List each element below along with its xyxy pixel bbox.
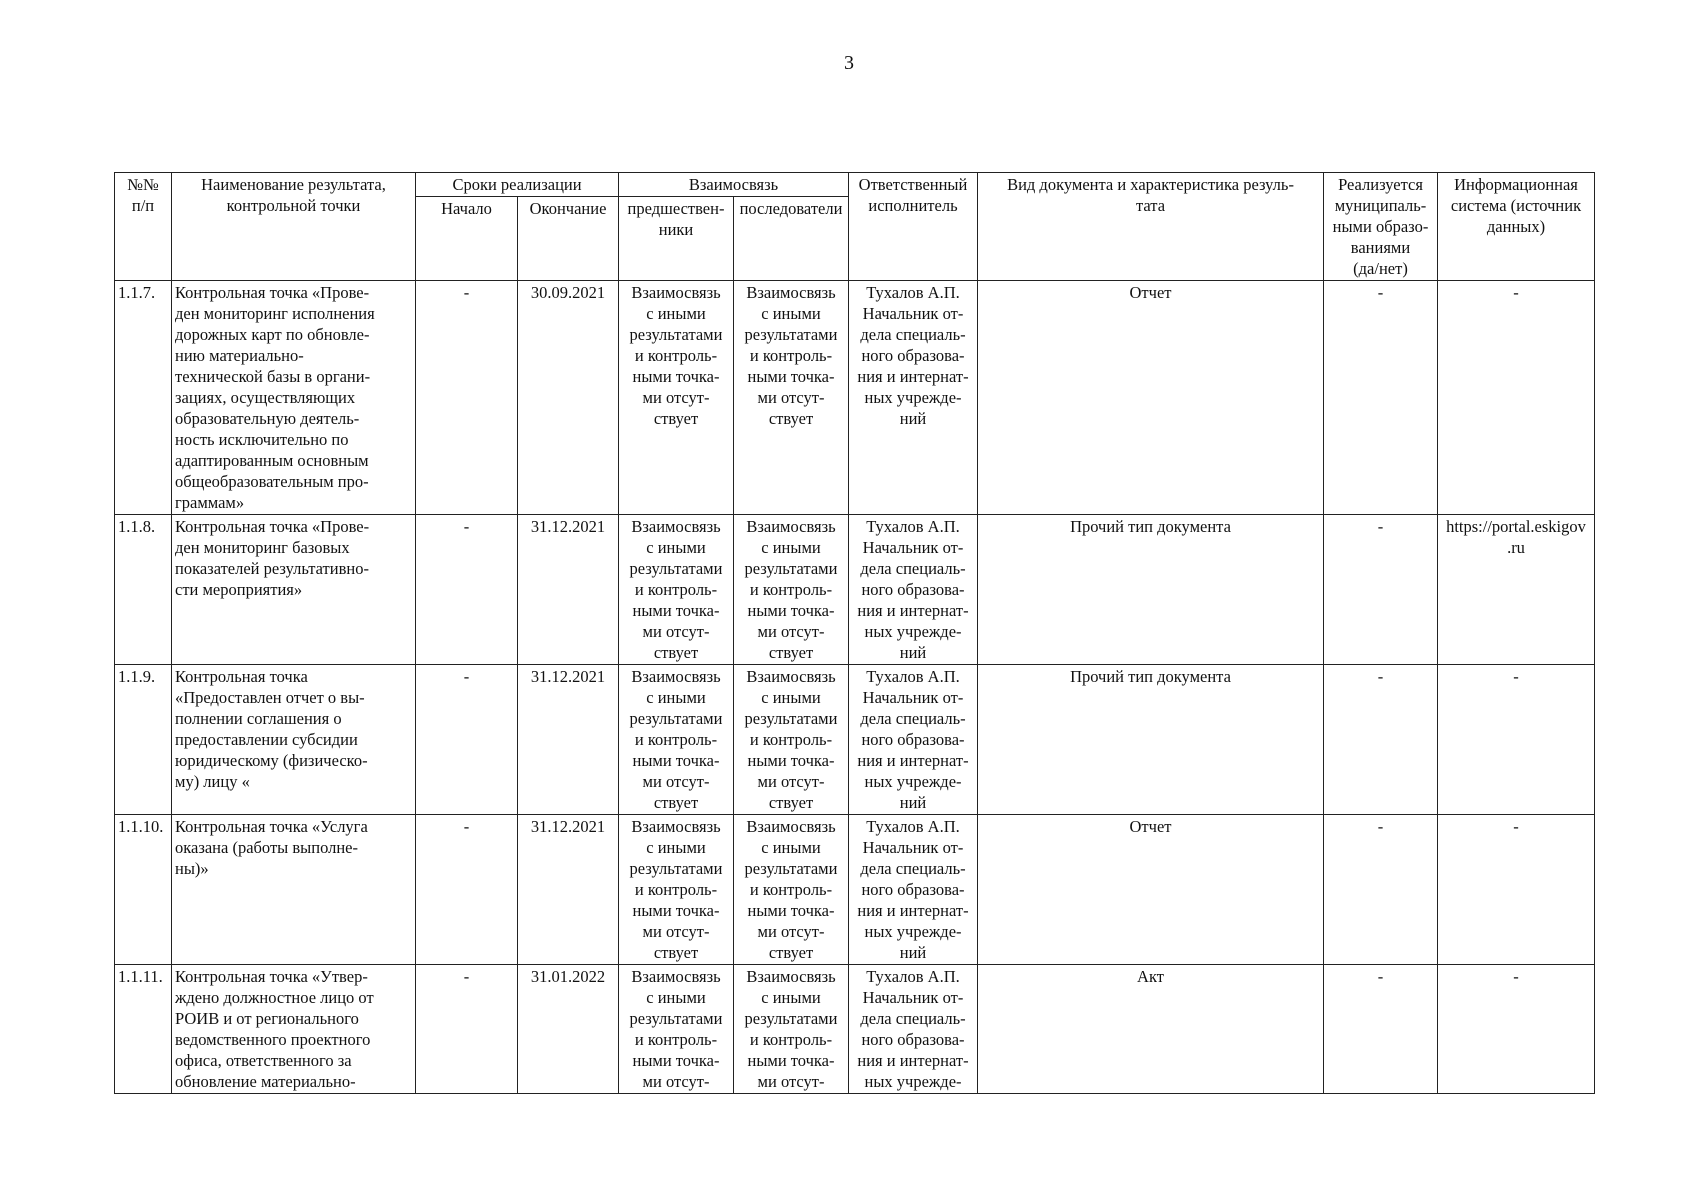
- header-responsible: Ответственный исполнитель: [849, 173, 978, 281]
- row-num: 1.1.8.: [115, 515, 172, 665]
- header-doc-type: Вид документа и характеристика резуль- тата: [978, 173, 1324, 281]
- table-row: [115, 665, 1595, 815]
- row-municipal: -: [1324, 515, 1438, 665]
- header-successors: последователи: [734, 197, 849, 281]
- row-num: 1.1.9.: [115, 665, 172, 815]
- row-municipal: -: [1324, 815, 1438, 965]
- row-doc-type: Отчет: [978, 815, 1324, 965]
- row-info-system: -: [1438, 665, 1595, 815]
- table-row: [115, 965, 1595, 1094]
- row-start: -: [416, 281, 518, 515]
- row-end: 31.12.2021: [518, 665, 619, 815]
- header-info-system: Информационная система (источник данных): [1438, 173, 1595, 281]
- row-successors: Взаимосвязь с иными результатами и контроль- ными точка- ми отсут- ствует: [734, 815, 849, 965]
- table-row: [115, 515, 1595, 665]
- row-doc-type: Отчет: [978, 281, 1324, 515]
- row-successors: Взаимосвязь с иными результатами и контроль- ными точка- ми отсут- ствует: [734, 281, 849, 515]
- header-relation: Взаимосвязь: [619, 173, 849, 197]
- row-doc-type: Акт: [978, 965, 1324, 1094]
- row-responsible: Тухалов А.П. Начальник от- дела специаль- ного образова- ния и интернат- ных учрежде- ний: [849, 665, 978, 815]
- row-responsible: Тухалов А.П. Начальник от- дела специаль- ного образова- ния и интернат- ных учрежде- ний: [849, 515, 978, 665]
- row-name: Контрольная точка «Услуга оказана (работы выполне- ны)»: [172, 815, 416, 965]
- row-municipal: -: [1324, 965, 1438, 1094]
- header-municipal: Реализуется муниципаль- ными образо- ваниями (да/нет): [1324, 173, 1438, 281]
- row-successors: Взаимосвязь с иными результатами и контроль- ными точка- ми отсут- ствует: [734, 665, 849, 815]
- row-predecessors: Взаимосвязь с иными результатами и контроль- ными точка- ми отсут- ствует: [619, 281, 734, 515]
- row-responsible: Тухалов А.П. Начальник от- дела специаль- ного образова- ния и интернат- ных учрежде- ний: [849, 281, 978, 515]
- header-terms: Сроки реализации: [416, 173, 619, 197]
- row-start: -: [416, 515, 518, 665]
- row-num: 1.1.7.: [115, 281, 172, 515]
- row-successors: Взаимосвязь с иными результатами и контроль- ными точка- ми отсут-: [734, 965, 849, 1094]
- row-doc-type: Прочий тип документа: [978, 515, 1324, 665]
- row-info-system: -: [1438, 965, 1595, 1094]
- header-num: №№ п/п: [115, 173, 172, 281]
- row-municipal: -: [1324, 665, 1438, 815]
- row-end: 31.12.2021: [518, 815, 619, 965]
- row-municipal: -: [1324, 281, 1438, 515]
- page-number: 3: [844, 52, 854, 74]
- row-start: -: [416, 665, 518, 815]
- row-end: 30.09.2021: [518, 281, 619, 515]
- row-name: Контрольная точка «Утвер- ждено должностное лицо от РОИВ и от регионального ведомственного проектного офиса, ответственного за обновление материально-: [172, 965, 416, 1094]
- row-name: Контрольная точка «Предоставлен отчет о вы- полнении соглашения о предоставлении субсидии юридическому (физическо- му) лицу «: [172, 665, 416, 815]
- row-successors: Взаимосвязь с иными результатами и контроль- ными точка- ми отсут- ствует: [734, 515, 849, 665]
- row-info-system: -: [1438, 281, 1595, 515]
- table-row: [115, 281, 1595, 515]
- table-row: [115, 815, 1595, 965]
- row-num: 1.1.10.: [115, 815, 172, 965]
- header-start: Начало: [416, 197, 518, 281]
- row-info-system: https://portal.eskigov .ru: [1438, 515, 1595, 665]
- row-predecessors: Взаимосвязь с иными результатами и контроль- ными точка- ми отсут- ствует: [619, 665, 734, 815]
- row-name: Контрольная точка «Прове- ден мониторинг исполнения дорожных карт по обновле- нию материально- технической базы в органи- зациях, осуществляющих образовательную деятель- ность исключительно по адаптированным основным общеобразовательным про- граммам»: [172, 281, 416, 515]
- header-name: Наименование результата, контрольной точки: [172, 173, 416, 281]
- header-predecessors: предшествен- ники: [619, 197, 734, 281]
- row-predecessors: Взаимосвязь с иными результатами и контроль- ными точка- ми отсут- ствует: [619, 515, 734, 665]
- row-responsible: Тухалов А.П. Начальник от- дела специаль- ного образова- ния и интернат- ных учрежде- ний: [849, 815, 978, 965]
- row-start: -: [416, 965, 518, 1094]
- header-end: Окончание: [518, 197, 619, 281]
- row-end: 31.01.2022: [518, 965, 619, 1094]
- control-points-table: [114, 172, 1595, 1094]
- header-row-1: [115, 173, 1595, 197]
- row-end: 31.12.2021: [518, 515, 619, 665]
- row-responsible: Тухалов А.П. Начальник от- дела специаль- ного образова- ния и интернат- ных учрежде-: [849, 965, 978, 1094]
- row-start: -: [416, 815, 518, 965]
- row-info-system: -: [1438, 815, 1595, 965]
- row-predecessors: Взаимосвязь с иными результатами и контроль- ными точка- ми отсут-: [619, 965, 734, 1094]
- row-name: Контрольная точка «Прове- ден мониторинг базовых показателей результативно- сти мероприятия»: [172, 515, 416, 665]
- row-doc-type: Прочий тип документа: [978, 665, 1324, 815]
- row-predecessors: Взаимосвязь с иными результатами и контроль- ными точка- ми отсут- ствует: [619, 815, 734, 965]
- row-num: 1.1.11.: [115, 965, 172, 1094]
